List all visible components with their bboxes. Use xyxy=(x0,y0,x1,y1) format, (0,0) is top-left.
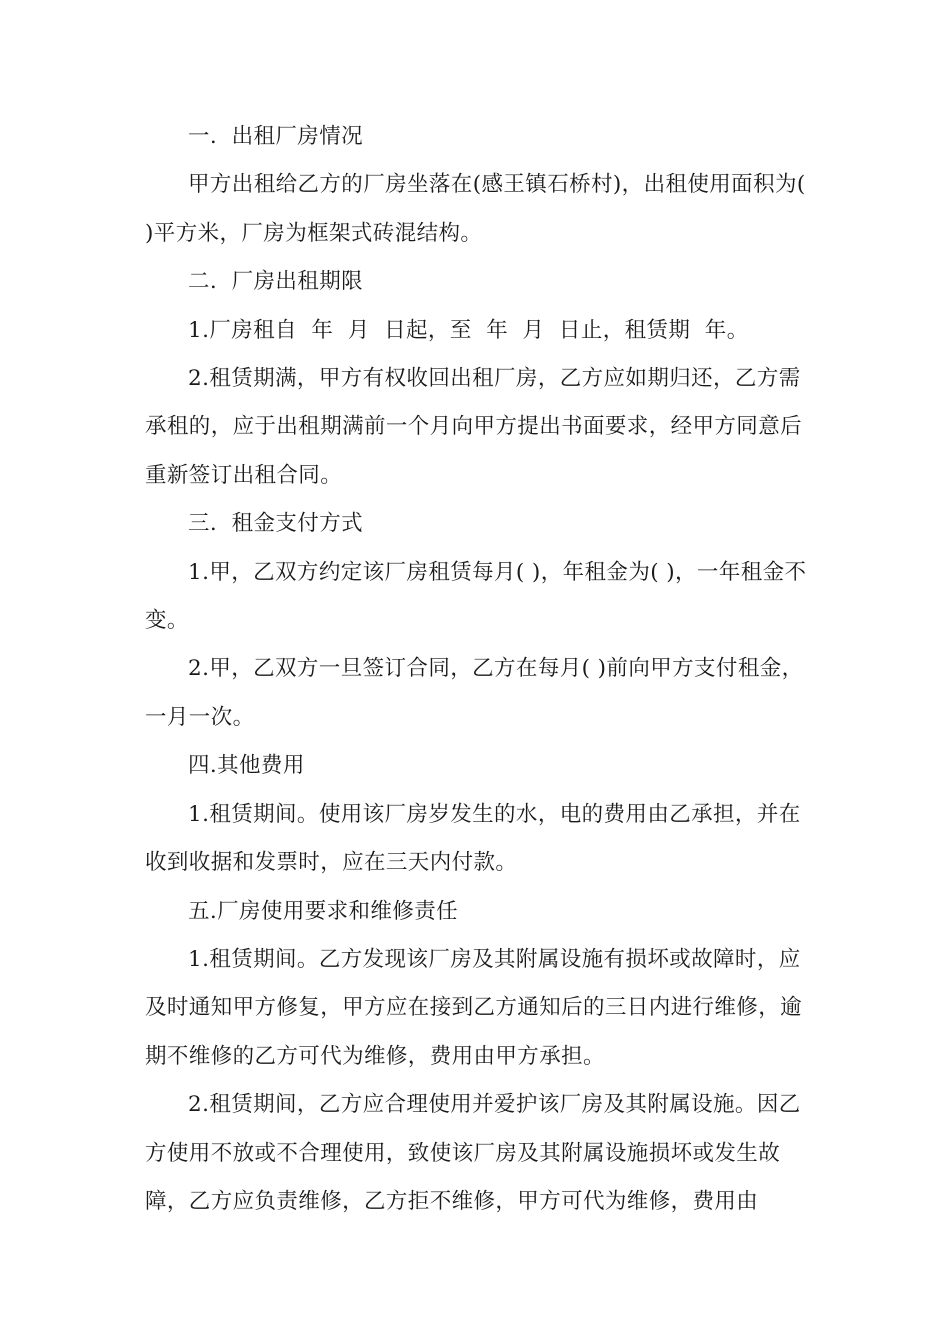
paragraph: 2.租赁期满，甲方有权收回出租厂房，乙方应如期归还，乙方需承租的，应于出租期满前一个月向甲方提出书面要求，经甲方同意后重新签订出租合同。 xyxy=(145,366,803,488)
section-heading: 四.其他费用 xyxy=(188,753,305,779)
section-heading: 五.厂房使用要求和维修责任 xyxy=(188,898,459,924)
paragraph: 1.厂房租自 年 月 日起，至 年 月 日止，租赁期 年。 xyxy=(188,317,749,343)
paragraph: 1.租赁期间。使用该厂房岁发生的水，电的费用由乙承担，并在收到收据和发票时，应在三天内付款。 xyxy=(145,801,801,876)
paragraph: 甲方出租给乙方的厂房坐落在(感王镇石桥村)，出租使用面积为( )平方米，厂房为框架式砖混结构。 xyxy=(145,172,813,246)
section-heading: 一. 出租厂房情况 xyxy=(188,124,364,149)
paragraph: 2.甲，乙双方一旦签订合同，乙方在每月( )前向甲方支付租金，一月一次。 xyxy=(145,656,804,730)
section-heading: 三. 租金支付方式 xyxy=(188,511,364,537)
document-body xyxy=(145,113,813,1226)
section-heading: 二. 厂房出租期限 xyxy=(188,269,364,295)
paragraph: 2.租赁期间，乙方应合理使用并爱护该厂房及其附属设施。因乙方使用不放或不合理使用，致使该厂房及其附属设施损坏或发生故障，乙方应负责维修，乙方拒不维修，甲方可代为维修，费用由 xyxy=(145,1092,801,1214)
paragraph: 1.甲，乙双方约定该厂房租赁每月( )，年租金为( )，一年租金不变。 xyxy=(145,559,807,634)
paragraph: 1.租赁期间。乙方发现该厂房及其附属设施有损坏或故障时，应及时通知甲方修复，甲方应在接到乙方通知后的三日内进行维修，逾期不维修的乙方可代为维修，费用由甲方承担。 xyxy=(145,946,803,1069)
